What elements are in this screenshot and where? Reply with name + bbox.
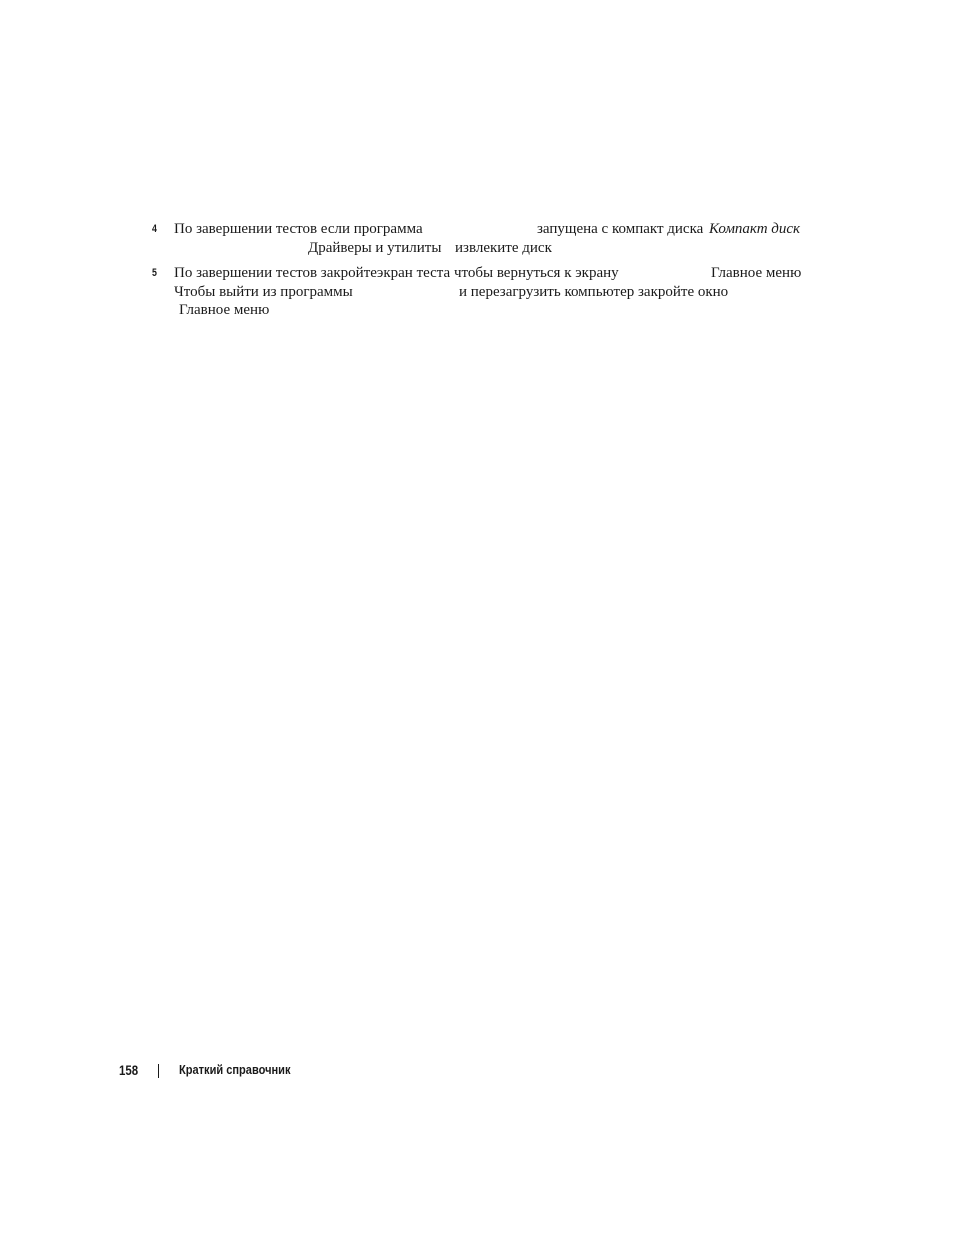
step-5-text: Чтобы выйти из программы (174, 284, 353, 300)
step-5-text: и перезагрузить компьютер закройте окно (459, 284, 729, 300)
step-4-cd-name: Компакт диск (709, 221, 801, 237)
step-5-text: По завершении тестов закройтеэкран теста чтобы вернуться к экрану (174, 265, 619, 281)
step-4-text: Драйверы и утилиты (308, 240, 442, 256)
step-4-text: По завершении тестов если программа (174, 221, 423, 237)
footer-title: Краткий справочник (179, 1062, 291, 1077)
step-5-text: Главное меню (179, 302, 270, 318)
step-4-text: извлеките диск (455, 240, 552, 256)
step-4-text: запущена с компакт диска (537, 221, 704, 237)
step-5-text: Главное меню (711, 265, 802, 281)
page-number: 158 (119, 1062, 139, 1078)
step-number: 5 (152, 267, 157, 279)
step-number: 4 (152, 223, 157, 235)
footer-divider (158, 1064, 159, 1078)
